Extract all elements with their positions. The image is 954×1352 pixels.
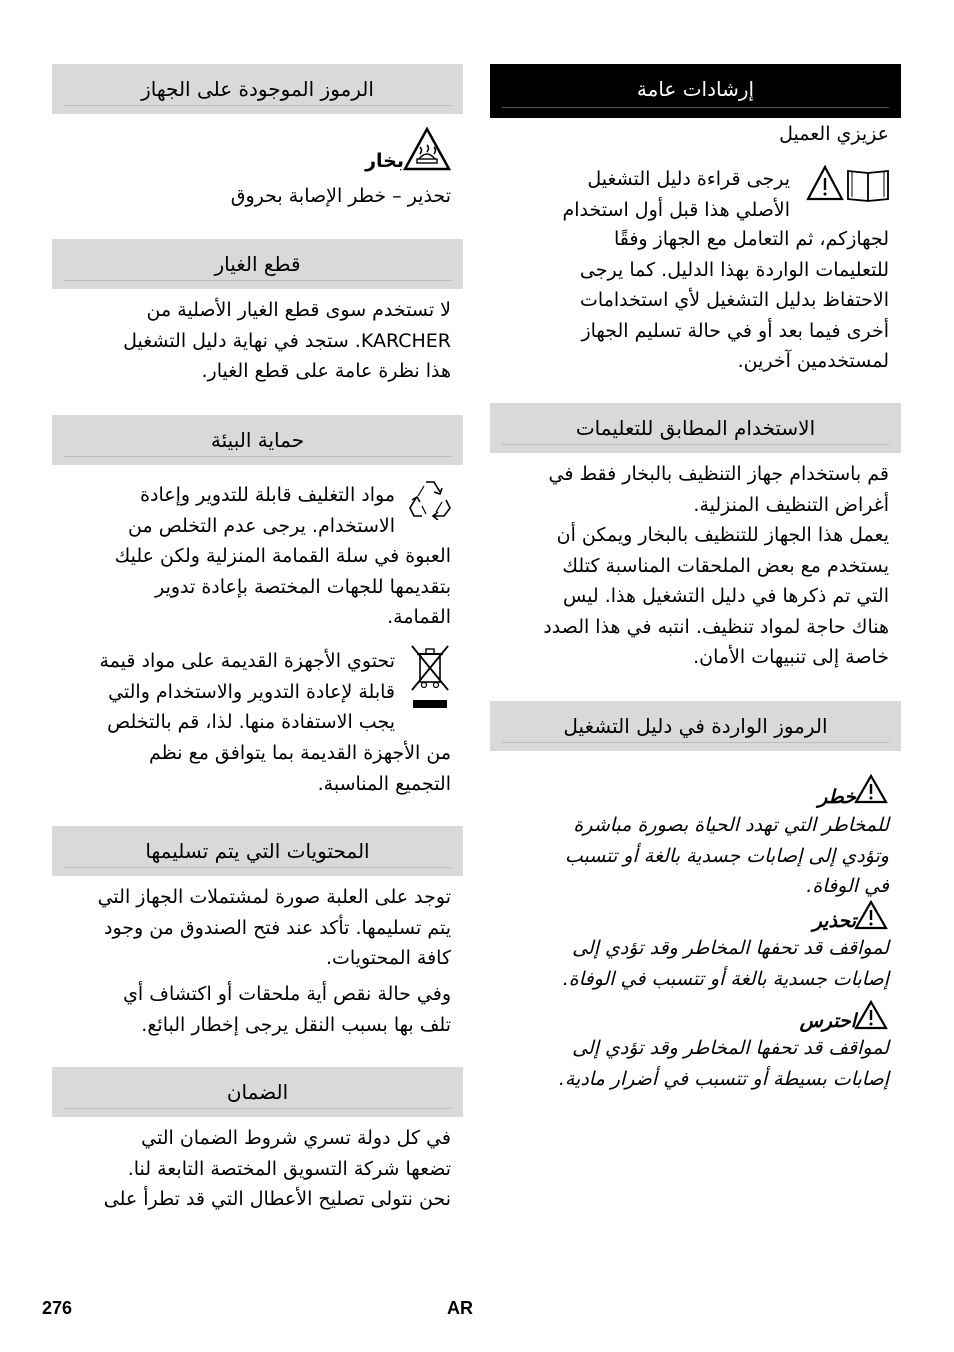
environment-packaging-text-b: العبوة في سلة القمامة المنزلية ولكن عليك بتقديمها للجهات المختصة بإعادة تدوير القمامة. <box>114 545 451 628</box>
contents-text-1: توجد على العلبة صورة لمشتملات الجهاز التي يتم تسليمها. تأكد عند فتح الصندوق من وجود كافة المحتويات. <box>97 886 451 969</box>
intended-use-heading: الاستخدام المطابق للتعليمات <box>490 403 901 453</box>
warning-text: لمواقف قد تحفها المخاطر وقد تؤدي إلى إصابات جسدية بالغة أو تتسبب في الوفاة. <box>562 937 889 990</box>
spare-parts-text: لا تستخدم سوى قطع الغيار الأصلية من KARCHER. ستجد في نهاية دليل التشغيل هذا نظرة عامة على قطع الغيار. <box>123 299 451 382</box>
symbols-heading: الرموز الموجودة على الجهاز <box>52 64 463 114</box>
caution-text: لمواقف قد تحفها المخاطر وقد تؤدي إلى إصابات بسيطة أو تتسبب في أضرار مادية. <box>558 1037 889 1090</box>
environment-devices-text-a: تحتوي الأجهزة القديمة على مواد قيمة قابلة لإعادة التدوير والاستخدام والتي يجب الاستفادة منها. لذا، قم بالتخلص <box>99 650 395 733</box>
contents-heading: المحتويات التي يتم تسليمها <box>52 826 463 876</box>
danger-warning-triangle-icon <box>854 774 888 804</box>
heading-underline <box>490 116 901 118</box>
general-text-b: لجهازكم، ثم التعامل مع الجهاز وفقًا للتعليمات الواردة بهذا الدليل. كما يرجى الاحتفاظ بدليل التشغيل لأي استخدامات أخرى فيما بعد أو في حالة تسليم الجهاز لمستخدمين آخرين. <box>579 228 889 372</box>
general-text-a: يرجى قراءة دليل التشغيل الأصلي هذا قبل أول استخدام <box>562 168 790 221</box>
page-number: 276 <box>42 1298 73 1318</box>
spare-parts-heading: قطع الغيار <box>52 239 463 289</box>
warning-triangle-icon <box>854 900 888 930</box>
manual-book-icon <box>806 165 890 203</box>
caution-label: احترس <box>799 1010 856 1032</box>
manual-symbols-heading: الرموز الواردة في دليل التشغيل <box>490 701 901 751</box>
intended-use-text: قم باستخدام جهاز التنظيف بالبخار فقط في أغراض التنظيف المنزلية. يعمل هذا الجهاز للتنظيف بالبخار ويمكن أن يستخدم مع بعض الملحقات المناسبة كتلك التي تم ذكرها في دليل التشغيل هذا. ليس هناك حاجة لمواد تنظيف. انتبه في هذا الصدد خاصة إلى تنبيهات الأمان. <box>543 463 889 668</box>
steam-text: تحذير – خطر الإصابة بحروق <box>230 185 451 207</box>
recycle-icon <box>408 478 452 520</box>
warranty-text: في كل دولة تسري شروط الضمان التي تضعها شركة التسويق المختصة التابعة لنا. نحن نتولى تصليح الأعطال التي قد تطرأ على <box>103 1127 451 1210</box>
environment-devices-text-b: من الأجهزة القديمة بما يتوافق مع نظم التجميع المناسبة. <box>149 742 451 795</box>
danger-text: للمخاطر التي تهدد الحياة بصورة مباشرة وتؤدي إلى إصابات جسدية بالغة أو تتسبب في الوفاة. <box>564 814 889 897</box>
environment-heading: حماية البيئة <box>52 415 463 465</box>
steam-warning-icon <box>403 127 451 171</box>
caution-triangle-icon <box>854 1000 888 1030</box>
steam-title: بخار <box>365 150 404 172</box>
warranty-heading: الضمان <box>52 1067 463 1117</box>
general-heading: إرشادات عامة <box>490 64 901 116</box>
warning-label: تحذير <box>812 910 856 932</box>
language-code: AR <box>447 1298 473 1318</box>
dear-customer: عزيزي العميل <box>779 123 889 145</box>
danger-label: خطر <box>818 786 856 808</box>
contents-text-2: وفي حالة نقص أية ملحقات أو اكتشاف أي تلف بها بسبب النقل يرجى إخطار البائع. <box>123 983 451 1036</box>
crossed-bin-icon <box>410 644 450 710</box>
environment-packaging-text-a: مواد التغليف قابلة للتدوير وإعادة الاستخدام. يرجى عدم التخلص من <box>128 484 395 537</box>
